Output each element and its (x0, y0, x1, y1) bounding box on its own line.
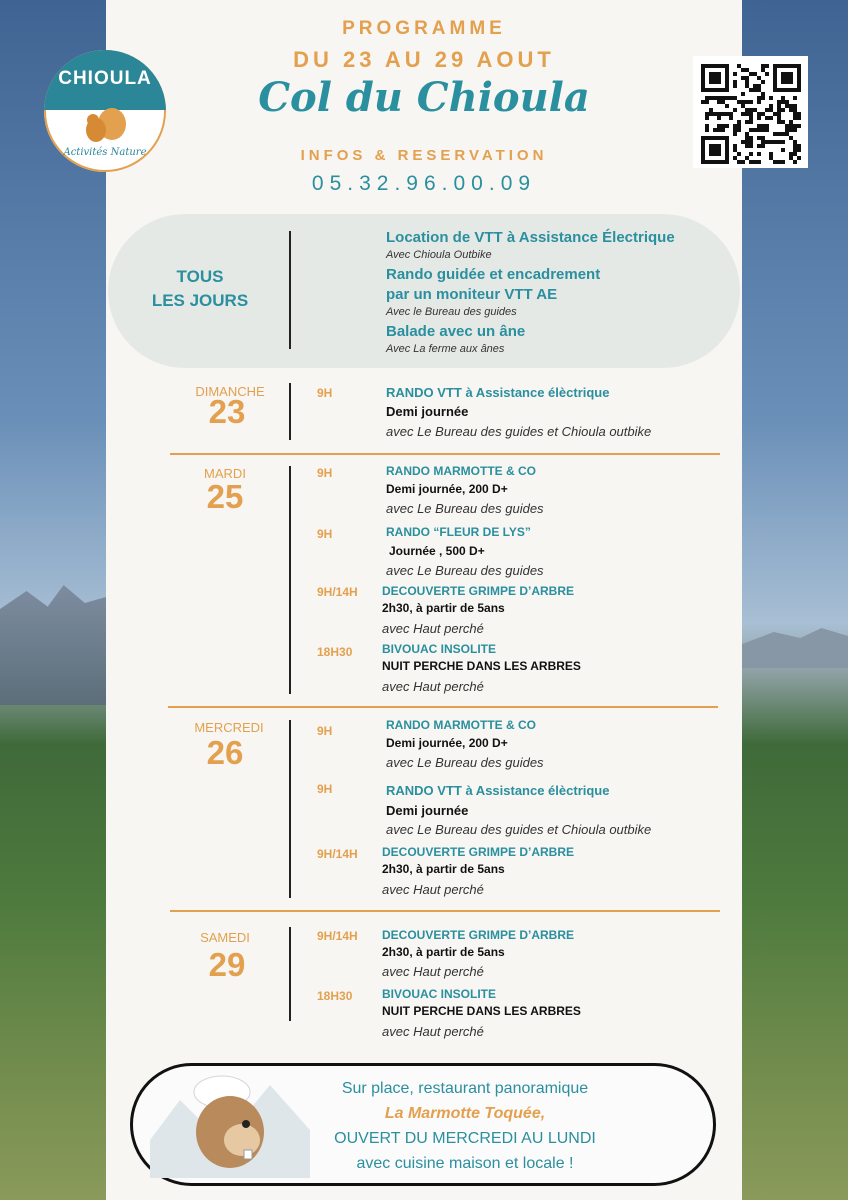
day-number: 29 (208, 946, 246, 983)
event-title: RANDO VTT à Assistance élèctrique (386, 385, 610, 400)
every-day-label (140, 265, 260, 313)
event-with: avec Haut perché (382, 1024, 484, 1039)
every-day-item-sub: Avec le Bureau des guides (386, 306, 517, 318)
divider (289, 383, 291, 440)
event-with: avec Haut perché (382, 964, 484, 979)
event-time: 9H (317, 527, 333, 541)
info-heading: INFOS & RESERVATION (300, 147, 548, 164)
day-name: DIMANCHE (195, 384, 265, 399)
divider (289, 231, 291, 349)
event-title: BIVOUAC INSOLITE (382, 987, 497, 1001)
event-time: 9H (317, 724, 333, 738)
event-time: 9H (317, 386, 333, 400)
event-with: avec Haut perché (382, 679, 484, 694)
every-day-item-title-2: par un moniteur VTT AE (386, 286, 558, 303)
restaurant-cuisine: avec cuisine maison et locale ! (356, 1155, 574, 1172)
every-day-item-sub: Avec Chioula Outbike (386, 249, 492, 261)
marmot-chef-icon (150, 1070, 310, 1178)
logo-subtitle: Activités Nature (63, 147, 147, 158)
event-with: avec Le Bureau des guides et Chioula outbike (386, 822, 652, 837)
event-title: RANDO VTT à Assistance élèctrique (386, 783, 610, 798)
event-detail: Journée , 500 D+ (389, 544, 485, 558)
day-name: SAMEDI (200, 930, 250, 945)
restaurant-line1: Sur place, restaurant panoramique (341, 1080, 589, 1097)
event-with: avec Le Bureau des guides et Chioula outbike (386, 424, 652, 439)
mountains-left (0, 585, 106, 705)
divider (289, 466, 291, 694)
event-detail: Demi journée (386, 404, 469, 419)
event-detail: Demi journée, 200 D+ (386, 736, 508, 750)
every-day-label-line1: TOUS (176, 267, 224, 286)
event-detail: 2h30, à partir de 5ans (382, 945, 505, 959)
programme-heading: PROGRAMME (342, 18, 506, 39)
logo-name: CHIOULA (58, 68, 152, 89)
event-with: avec Haut perché (382, 882, 484, 897)
every-day-item-title: Rando guidée et encadrement (386, 266, 601, 283)
event-time: 9H/14H (317, 585, 358, 599)
event-with: avec Le Bureau des guides (386, 501, 544, 516)
dates-heading: DU 23 AU 29 AOUT (293, 47, 555, 72)
qr-code-icon (693, 56, 808, 168)
every-day-item-title: Location de VTT à Assistance Électrique (386, 229, 675, 246)
phone-number[interactable]: 05.32.96.00.09 (311, 172, 537, 195)
event-time: 9H/14H (317, 929, 358, 943)
event-time: 9H (317, 466, 333, 480)
divider (289, 927, 291, 1021)
event-title: DECOUVERTE GRIMPE D’ARBRE (382, 928, 575, 942)
day-name: MERCREDI (194, 720, 264, 735)
event-detail: 2h30, à partir de 5ans (382, 862, 505, 876)
day-name: MARDI (204, 466, 246, 481)
event-title: DECOUVERTE GRIMPE D’ARBRE (382, 845, 575, 859)
every-day-item-title: Balade avec un âne (386, 323, 526, 340)
event-detail: Demi journée, 200 D+ (386, 482, 508, 496)
section-separator (170, 453, 720, 455)
restaurant-hours: OUVERT DU MERCREDI AU LUNDI (334, 1130, 596, 1147)
event-title: RANDO “FLEUR DE LYS” (386, 525, 531, 539)
event-time: 9H (317, 782, 333, 796)
restaurant-name: La Marmotte Toquée, (384, 1105, 546, 1122)
event-title: RANDO MARMOTTE & CO (386, 464, 536, 478)
event-time: 18H30 (317, 989, 353, 1003)
event-time: 9H/14H (317, 847, 358, 861)
divider (289, 720, 291, 898)
every-day-label-line2: LES JOURS (151, 291, 249, 310)
section-separator (168, 706, 718, 708)
event-with: avec Le Bureau des guides (386, 563, 544, 578)
event-title: RANDO MARMOTTE & CO (386, 718, 536, 732)
section-separator (170, 910, 720, 912)
event-detail: Demi journée (386, 803, 469, 818)
day-number: 23 (208, 393, 246, 430)
qr-code[interactable] (693, 56, 808, 168)
event-title: BIVOUAC INSOLITE (382, 642, 497, 656)
day-number: 26 (206, 734, 244, 771)
page-title: Col du Chioula (258, 74, 590, 121)
event-time: 18H30 (317, 645, 353, 659)
every-day-item-sub: Avec La ferme aux ânes (386, 343, 505, 355)
event-detail: NUIT PERCHE DANS LES ARBRES (382, 1004, 581, 1018)
event-detail: NUIT PERCHE DANS LES ARBRES (382, 659, 581, 673)
event-title: DECOUVERTE GRIMPE D’ARBRE (382, 584, 575, 598)
event-with: avec Haut perché (382, 621, 484, 636)
day-number: 25 (206, 478, 244, 515)
event-with: avec Le Bureau des guides (386, 755, 544, 770)
event-detail: 2h30, à partir de 5ans (382, 601, 505, 615)
